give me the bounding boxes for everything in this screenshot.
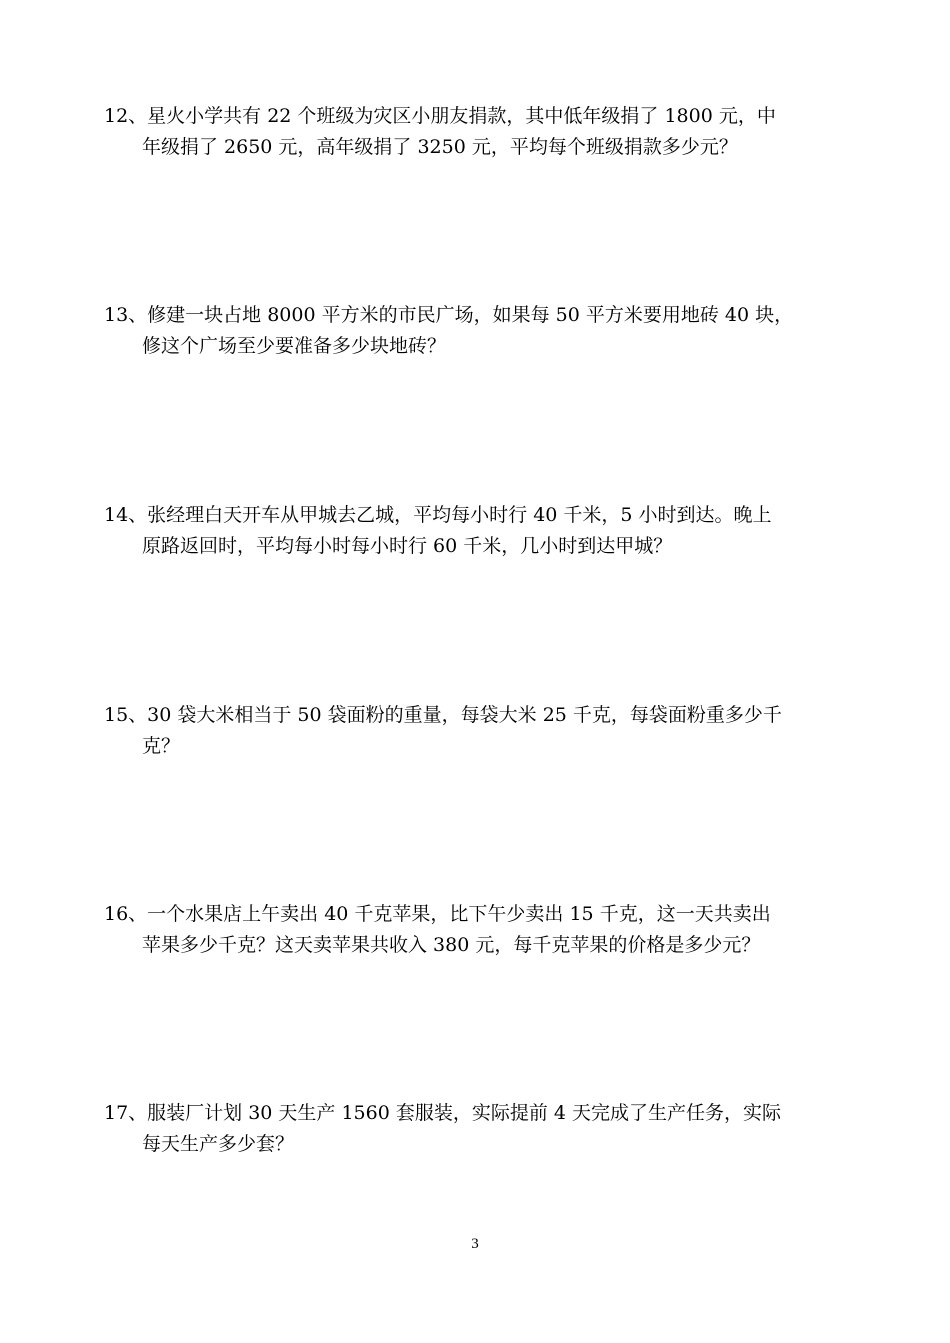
- problem-12: [104, 101, 852, 163]
- problem-13-line-1: 13、修建一块占地 8000 平方米的市民广场，如果每 50 平方米要用地砖 40 块，: [104, 304, 794, 326]
- problem-15-line-2: 克？: [142, 735, 181, 757]
- problem-16: [104, 899, 852, 961]
- problem-12-line-1: 12、星火小学共有 22 个班级为灾区小朋友捐款，其中低年级捐了 1800 元，中: [104, 105, 776, 127]
- problem-14-line-2: 原路返回时，平均每小时每小时行 60 千米，几小时到达甲城？: [142, 535, 673, 557]
- problem-15: [104, 700, 852, 762]
- problem-14-line-1: 14、张经理白天开车从甲城去乙城，平均每小时行 40 千米，5 小时到达。晚上: [104, 504, 772, 526]
- problem-16-line-1: 16、一个水果店上午卖出 40 千克苹果，比下午少卖出 15 千克，这一天共卖出: [104, 903, 771, 925]
- problem-16-line-2: 苹果多少千克？这天卖苹果共收入 380 元，每千克苹果的价格是多少元？: [142, 934, 761, 956]
- page-number: 3: [471, 1236, 479, 1252]
- problem-15-line-1: 15、30 袋大米相当于 50 袋面粉的重量，每袋大米 25 千克，每袋面粉重多少千: [104, 704, 782, 726]
- problem-17-line-2: 每天生产多少套？: [142, 1133, 295, 1155]
- problem-13: [104, 300, 852, 362]
- problem-17-line-1: 17、服装厂计划 30 天生产 1560 套服装，实际提前 4 天完成了生产任务，实际: [104, 1102, 782, 1124]
- problem-17: [104, 1098, 852, 1160]
- problem-13-line-2: 修这个广场至少要准备多少块地砖？: [142, 335, 447, 357]
- problem-14: [104, 500, 852, 562]
- problem-12-line-2: 年级捐了 2650 元，高年级捐了 3250 元，平均每个班级捐款多少元？: [142, 136, 738, 158]
